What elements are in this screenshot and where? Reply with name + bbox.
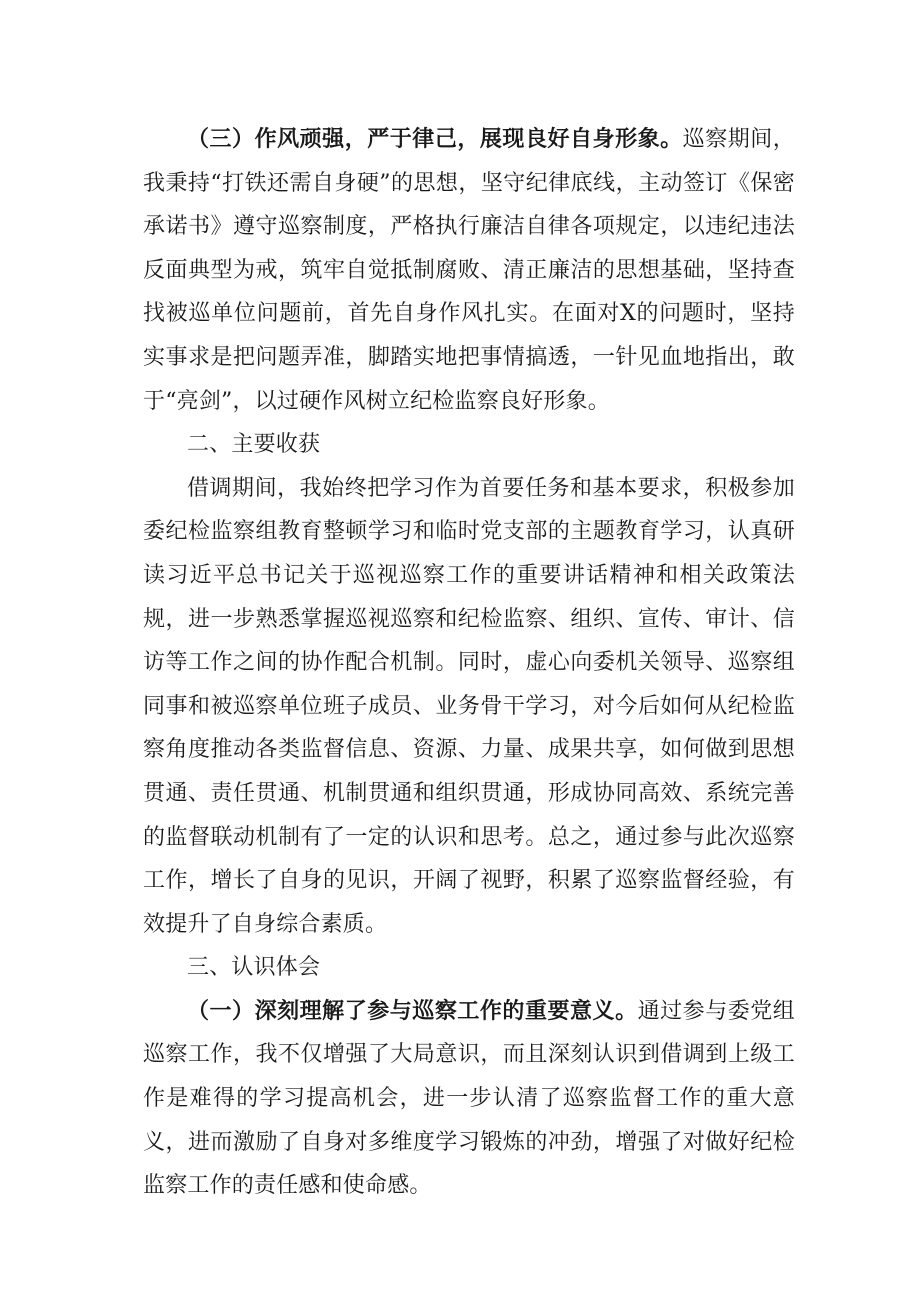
paragraph-text: 通过参与委党组巡察工作，我不仅增强了大局意识，而且深刻认识到借调到上级工作是难得的学习提高机会，进一步认清了巡察监督工作的重大意义，进而激励了自身对多维度学习锻炼的冲劲，增强了对做好纪检监察工作的责任感和使命感。 (143, 998, 795, 1199)
paragraph-text: 借调期间，我始终把学习作为首要任务和基本要求，积极参加委纪检监察组教育整顿学习和临时党支部的主题教育学习，认真研读习近平总书记关于巡视巡察工作的重要讲话精神和相关政策法规，进一步熟悉掌握巡视巡察和纪检监察、组织、宣传、审计、信访等工作之间的协作配合机制。同时，虚心向委机关领导、巡察组同事和被巡察单位班子成员、业务骨干学习，对今后如何从纪检监察角度推动各类监督信息、资源、力量、成果共享，如何做到思想贯通、责任贯通、机制贯通和组织贯通，形成协同高效、系统完善的监督联动机制有了一定的认识和思考。总之，通过参与此次巡察工作，增长了自身的见识，开阔了视野，积累了巡察监督经验，有效提升了自身综合素质。 (143, 475, 795, 937)
paragraph-understanding-1 (143, 990, 795, 1208)
section-heading-understanding: 三、认识体会 (187, 955, 321, 981)
paragraph-text: 巡察期间，我秉持“打铁还需自身硬”的思想，坚守纪律底线，主动签订《保密承诺书》遵守巡察制度，严格执行廉洁自律各项规定，以违纪违法反面典型为戒，筑牢自觉抵制腐败、清正廉洁的思想基础，坚持查找被巡单位问题前，首先自身作风扎实。在面对X的问题时，坚持实事求是把问题弄准，脚踏实地把事情搞透，一针见血地指出，敢于“亮剑”，以过硬作风树立纪检监察良好形象。 (143, 127, 795, 414)
section-heading-main-gains: 二、主要收获 (187, 432, 321, 458)
paragraph-lead-heading: （三）作风顽强，严于律己，展现良好自身形象。 (187, 126, 683, 152)
paragraph-main-gains (143, 467, 795, 947)
paragraph-lead-heading: （一）深刻理解了参与巡察工作的重要意义。 (187, 997, 638, 1024)
document-body (143, 118, 795, 1208)
paragraph-section-3-conduct (143, 118, 795, 423)
